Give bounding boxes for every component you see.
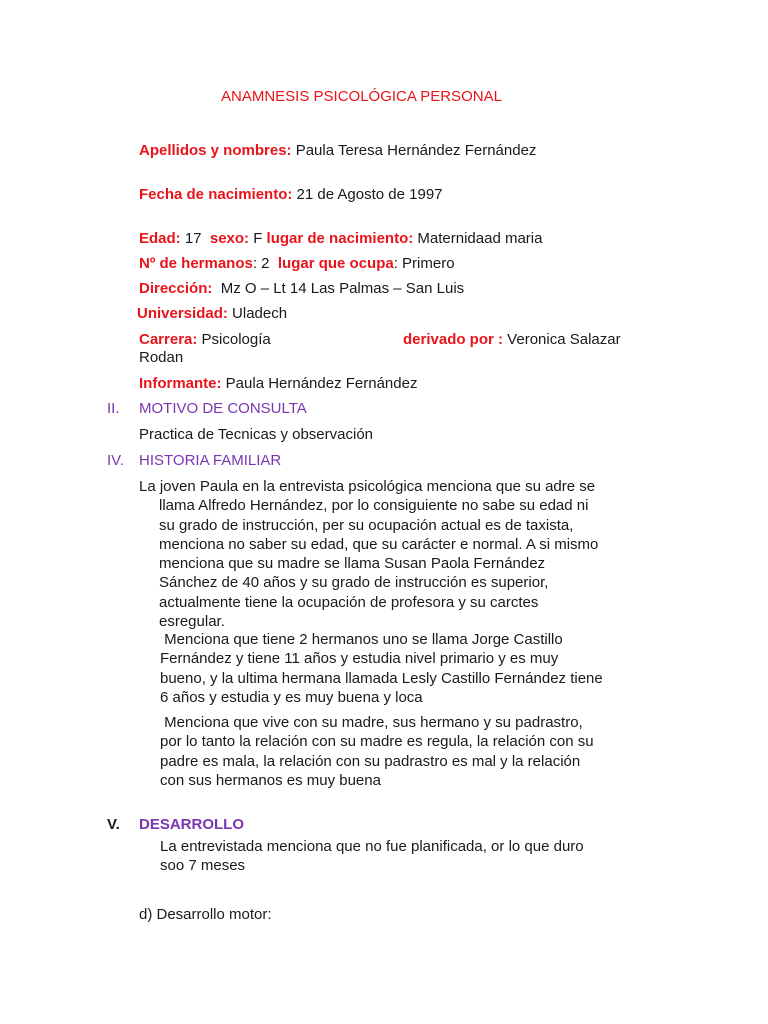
sexo-value: F <box>249 230 267 247</box>
derivado-value: Veronica Salazar <box>503 331 621 348</box>
historia-p2-line: bueno, y la ultima hermana llamada Lesly Castillo Fernández tiene <box>160 669 603 687</box>
historia-p1-line: esregular. <box>159 613 225 631</box>
hermanos-row <box>139 254 455 273</box>
historia-p1-line: llama Alfredo Hernández, por lo consiguiente no sabe su edad ni <box>159 497 589 515</box>
universidad-label: Universidad: <box>137 305 228 322</box>
historia-p3-line: Menciona que vive con su madre, sus hermano y su padrastro, <box>160 714 583 731</box>
fecha-label: Fecha de nacimiento: <box>139 186 293 203</box>
universidad-row <box>137 304 287 323</box>
historia-p1-line: actualmente tiene la ocupación de profesora y su carctes <box>159 593 539 611</box>
universidad-value: Uladech <box>227 305 288 322</box>
lugar-ocupa-value: : Primero <box>393 255 455 272</box>
lugar-ocupa-label: lugar que ocupa <box>277 255 394 272</box>
section-5-heading: DESARROLLO <box>139 816 244 833</box>
lugar-label: lugar de nacimiento: <box>266 230 414 247</box>
edad-label: Edad: <box>139 230 181 247</box>
historia-p1-line: Sánchez de 40 años y su grado de instrucción es superior, <box>159 574 549 592</box>
derivado-value-cont: Rodan <box>139 349 184 366</box>
carrera-label: Carrera: <box>139 331 198 348</box>
derivado-row <box>403 330 621 349</box>
historia-paragraph-2 <box>160 630 603 707</box>
carrera-row <box>139 330 271 349</box>
historia-paragraph-3 <box>160 713 594 790</box>
historia-p3-line: padre es mala, la relación con su padrastro es mal y la relación <box>160 752 581 770</box>
document-title: ANAMNESIS PSICOLÓGICA PERSONAL <box>221 88 502 105</box>
section-4-heading: HISTORIA FAMILIAR <box>139 452 282 469</box>
fecha-row <box>139 185 443 204</box>
lugar-value: Maternidaad maria <box>413 230 543 247</box>
hermanos-label: Nº de hermanos <box>139 255 253 272</box>
derivado-label: derivado por : <box>403 331 504 348</box>
apellidos-row <box>139 141 536 160</box>
historia-p3-line: con sus hermanos es muy buena <box>160 771 381 789</box>
historia-p1-line: La joven Paula en la entrevista psicológica menciona que su adre se <box>139 478 596 495</box>
carrera-value: Psicología <box>197 331 271 348</box>
historia-p2-line: Fernández y tiene 11 años y estudia nivel primario y es muy <box>160 650 559 668</box>
section-5-number: V. <box>107 816 120 833</box>
desarrollo-paragraph <box>160 837 584 876</box>
direccion-value: Mz O – Lt 14 Las Palmas – San Luis <box>212 280 465 297</box>
historia-p2-line: 6 años y estudia y es muy buena y loca <box>160 688 423 706</box>
historia-p1-line: su grado de instrucción, per su ocupación actual es de taxista, <box>159 516 574 534</box>
hermanos-value: : 2 <box>252 255 278 272</box>
direccion-label: Dirección: <box>139 280 213 297</box>
apellidos-value: Paula Teresa Hernández Fernández <box>291 142 537 159</box>
desarrollo-line: soo 7 meses <box>160 857 246 875</box>
historia-paragraph-1 <box>139 477 598 631</box>
informante-label: Informante: <box>139 375 222 392</box>
historia-p2-line: Menciona que tiene 2 hermanos uno se llama Jorge Castillo <box>160 631 563 648</box>
historia-p3-line: por lo tanto la relación con su madre es regula, la relación con su <box>160 733 594 751</box>
section-2-text: Practica de Tecnicas y observación <box>139 426 374 443</box>
section-2-heading: MOTIVO DE CONSULTA <box>139 400 307 417</box>
informante-row <box>139 374 417 393</box>
apellidos-label: Apellidos y nombres: <box>139 142 292 159</box>
sexo-label: sexo: <box>209 230 250 247</box>
historia-p1-line: menciona que su madre se llama Susan Paola Fernández <box>159 555 546 573</box>
direccion-row <box>139 279 464 298</box>
section-4-number: IV. <box>107 452 124 469</box>
section-2-number: II. <box>107 400 120 417</box>
informante-value: Paula Hernández Fernández <box>221 375 418 392</box>
fecha-value: 21 de Agosto de 1997 <box>292 186 443 203</box>
desarrollo-motor: d) Desarrollo motor: <box>139 906 272 923</box>
historia-p1-line: menciona no saber su edad, que su carácter e normal. A si mismo <box>159 535 599 553</box>
edad-row <box>139 229 542 248</box>
desarrollo-line: La entrevistada menciona que no fue planificada, or lo que duro <box>160 838 584 855</box>
edad-value: 17 <box>180 230 210 247</box>
